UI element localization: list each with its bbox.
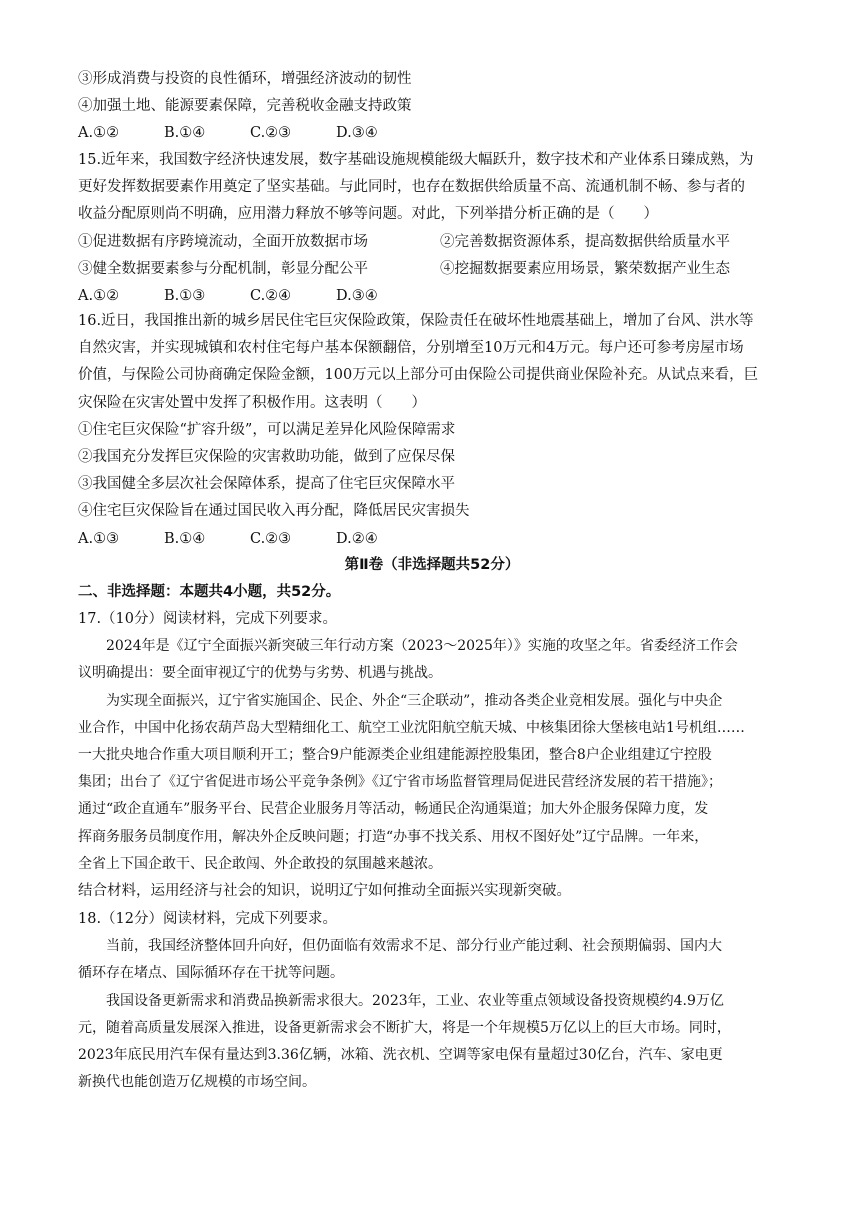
q14-option-b: B.①④ [164, 125, 206, 142]
q15-items-row [78, 229, 786, 256]
q14-option-c: C.②③ [250, 125, 292, 142]
q14-option-a: A.①② [78, 125, 120, 142]
volume-title: 第Ⅱ卷（非选择题共52分） [344, 557, 520, 573]
q18-material-line: 当前，我国经济整体回升向好，但仍面临有效需求不足、部分行业产能过剩、社会预期偏弱、国内大 [106, 938, 722, 955]
q14-option-d: D.③④ [336, 125, 378, 142]
q15-option-b: B.①③ [164, 287, 206, 304]
q14-item-4: ④加强土地、能源要素保障，完善税收金融支持政策 [78, 98, 412, 115]
q15-item-4: ④挖掘数据要素应用场景，繁荣数据产业生态 [440, 260, 730, 277]
q15-stem-line: 更好发挥数据要素作用奠定了坚实基础。与此同时，也存在数据供给质量不高、流通机制不畅、参与者的 [78, 179, 745, 196]
q17-material-line: 2024年是《辽宁全面振兴新突破三年行动方案（2023～2025年）》实施的攻坚之年。省委经济工作会 [106, 638, 738, 655]
q15-option-c: C.②④ [250, 287, 292, 304]
q17-material-line: 为实现全面振兴，辽宁省实施国企、民企、外企“三企联动”，推动各类企业竞相发展。强化与中央企 [106, 692, 723, 709]
q16-stem-line: 价值，与保险公司协商确定保险金额，100万元以上部分可由保险公司提供商业保险补充。从试点来看，巨 [78, 367, 759, 384]
q17-material-line: 全省上下国企敢干、民企敢闯、外企敢投的氛围越来越浓。 [78, 855, 442, 872]
q17-material-line: 一大批央地合作重大项目顺利开工；整合9户能源类企业组建能源控股集团，整合8户企业组建辽宁控股 [78, 746, 712, 763]
q15-stem-line: 15.近年来，我国数字经济快速发展，数字基础设施规模能级大幅跃升，数字技术和产业体系日臻成熟，为 [78, 152, 754, 168]
q16-stem-line: 自然灾害，并实现城镇和农村住宅每户基本保额翻倍，分别增至10万元和4万元。每户还可参考房屋市场 [78, 340, 744, 357]
q15-item-1: ①促进数据有序跨境流动，全面开放数据市场 [78, 233, 368, 250]
q16-option-d: D.②④ [336, 530, 378, 547]
q16-stem-line: 灾保险在灾害处置中发挥了积极作用。这表明（ ） [78, 394, 426, 411]
q15-stem-line: 收益分配原则尚不明确，应用潜力释放不够等问题。对此，下列举措分析正确的是（ ） [78, 206, 658, 223]
q15-items-row [78, 256, 786, 283]
q15-item-3: ③健全数据要素参与分配机制，彰显分配公平 [78, 260, 368, 277]
q16-option-a: A.①③ [78, 530, 120, 547]
q15-item-2: ②完善数据资源体系，提高数据供给质量水平 [440, 233, 730, 250]
q17-heading: 17.（10分）阅读材料，完成下列要求。 [78, 611, 338, 627]
q18-material-line: 2023年底民用汽车保有量达到3.36亿辆，冰箱、洗衣机、空调等家电保有量超过30亿台，汽车、家电更 [78, 1046, 723, 1063]
q15-options [78, 283, 786, 310]
q17-material-line: 通过“政企直通车”服务平台、民营企业服务月等活动，畅通民企沟通渠道；加大外企服务保障力度，发 [78, 801, 709, 818]
q16-item-4: ④住宅巨灾保险旨在通过国民收入再分配，降低居民灾害损失 [78, 503, 470, 520]
q16-stem-line: 16.近日，我国推出新的城乡居民住宅巨灾保险政策，保险责任在破坏性地震基础上，增加了台风、洪水等 [78, 313, 754, 329]
q17-material-line: 挥商务服务员制度作用，解决外企反映问题；打造“办事不找关系、用权不图好处”辽宁品牌。一年来， [78, 828, 709, 845]
q16-item-2: ②我国充分发挥巨灾保险的灾害救助功能，做到了应保尽保 [78, 448, 455, 465]
q16-options [78, 526, 786, 553]
q14-options [78, 120, 786, 147]
q16-item-1: ①住宅巨灾保险“扩容升级”，可以满足差异化风险保障需求 [78, 421, 456, 438]
question-15 [78, 147, 786, 310]
q18-material-line: 元，随着高质量发展深入推进，设备更新需求会不断扩大，将是一个年规模5万亿以上的巨大市场。同时， [78, 1019, 731, 1036]
question-16 [78, 308, 786, 553]
question-18 [78, 906, 786, 1096]
q16-option-b: B.①④ [164, 530, 206, 547]
q14-item-3: ③形成消费与投资的良性循环，增强经济波动的韧性 [78, 71, 412, 87]
q16-option-c: C.②③ [250, 530, 292, 547]
q15-option-d: D.③④ [336, 287, 378, 304]
section-headings [78, 552, 786, 606]
q18-heading: 18.（12分）阅读材料，完成下列要求。 [78, 911, 338, 927]
q18-material-line: 新换代也能创造万亿规模的市场空间。 [78, 1074, 316, 1091]
question-17 [78, 606, 786, 905]
q17-material-line: 业合作，中国中化扬农葫芦岛大型精细化工、航空工业沈阳航空航天城、中核集团徐大堡核电站1号机组…… [78, 719, 745, 736]
question-14-tail [78, 66, 786, 148]
q15-option-a: A.①② [78, 287, 120, 304]
q18-material-line: 我国设备更新需求和消费品换新需求很大。2023年，工业、农业等重点领域设备投资规模约4.9万亿 [106, 992, 724, 1009]
part-title: 二、非选择题：本题共4小题，共52分。 [78, 584, 341, 601]
q16-item-3: ③我国健全多层次社会保障体系，提高了住宅巨灾保障水平 [78, 476, 455, 493]
q17-task: 结合材料，运用经济与社会的知识，说明辽宁如何推动全面振兴实现新突破。 [78, 882, 571, 899]
q17-material-line: 议明确提出：要全面审视辽宁的优势与劣势、机遇与挑战。 [78, 665, 442, 682]
q17-material-line: 集团；出台了《辽宁省促进市场公平竞争条例》《辽宁省市场监督管理局促进民营经济发展的若干措施》； [78, 774, 722, 791]
q18-material-line: 循环存在堵点、国际循环存在干扰等问题。 [78, 965, 344, 982]
